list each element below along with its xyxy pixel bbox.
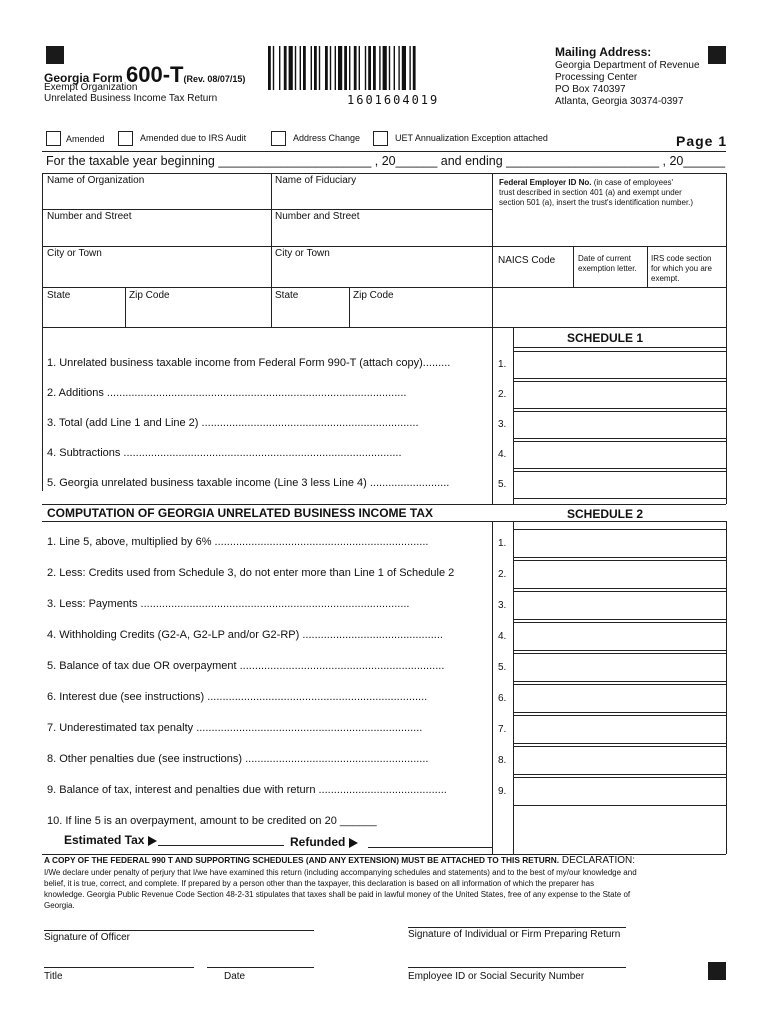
line-number: 3. [498, 419, 507, 430]
fein-note-1: (in case of employees' [593, 178, 674, 187]
city-label-fiduciary: City or Town [275, 248, 330, 259]
mailing-line: PO Box 740397 [555, 84, 626, 95]
line-number: 4. [498, 630, 507, 642]
barcode-bar [273, 46, 274, 90]
state-label-org: State [47, 290, 71, 301]
estimated-tax-label [64, 834, 157, 846]
uet-exception-checkbox[interactable] [373, 131, 388, 146]
state-label-fiduciary: State [275, 290, 299, 301]
barcode-bar [379, 46, 380, 90]
page-number: Page 1 [676, 133, 728, 149]
barcode-bar [325, 46, 328, 90]
irs-code-label-1: IRS code section [651, 254, 712, 263]
amount-field[interactable] [513, 684, 727, 713]
fiduciary-label: Name of Fiduciary [275, 175, 357, 186]
irs-code-label-2: for which you are [651, 264, 712, 273]
barcode-bar [365, 46, 366, 90]
irs-code-label-3: exempt. [651, 274, 680, 283]
barcode-bar [289, 46, 293, 90]
line-number: 2. [498, 389, 507, 400]
amount-field[interactable] [513, 591, 727, 620]
barcode-bar [279, 46, 280, 90]
barcode-bar [319, 46, 320, 90]
schedule-line-text: 7. Underestimated tax penalty .......................................................................... [47, 721, 423, 734]
mailing-line: Georgia Department of Revenue [555, 60, 700, 71]
declaration-bold: A COPY OF THE FEDERAL 990 T AND SUPPORTING SCHEDULES (AND ANY EXTENSION) MUST BE ATTACHED TO THIS RETURN. [44, 855, 560, 865]
amount-field[interactable] [513, 560, 727, 589]
title-label: Title [44, 971, 63, 982]
fein-label [499, 179, 673, 187]
form-subtitle-1: Exempt Organization [44, 82, 138, 93]
barcode-bar [338, 46, 342, 90]
schedule-line-text: 6. Interest due (see instructions) ........................................................................ [47, 690, 428, 703]
barcode-bar [409, 46, 410, 90]
schedule-line-text: 1. Unrelated business taxable income from Federal Form 990-T (attach copy)......... [47, 357, 451, 369]
amount-field[interactable] [513, 529, 727, 558]
preparer-signature-label: Signature of Individual or Firm Preparing Return [408, 929, 621, 940]
arrow-right-icon [148, 836, 157, 846]
schedule-line-text: 2. Additions .................................................................................................. [47, 387, 407, 399]
barcode-number: 1601604019 [347, 93, 440, 107]
amount-field[interactable] [513, 381, 727, 409]
line-number: 1. [498, 359, 507, 370]
schedule-line-text: 3. Total (add Line 1 and Line 2) ....................................................................... [47, 417, 419, 429]
schedule-line-text: 1. Line 5, above, multiplied by 6% ...................................................................... [47, 535, 429, 548]
zip-label-fiduciary: Zip Code [353, 290, 394, 301]
amended-label: Amended [66, 134, 105, 144]
arrow-right-icon [349, 838, 358, 848]
schedule-line-text: 8. Other penalties due (see instructions) ............................................................ [47, 752, 429, 765]
schedule-line-text: 9. Balance of tax, interest and penalties due with return .......................................... [47, 783, 447, 796]
registration-mark-bottom-right [708, 962, 726, 980]
zip-label-org: Zip Code [129, 290, 170, 301]
barcode-bar [359, 46, 360, 90]
barcode-bar [398, 46, 399, 90]
barcode-bar [330, 46, 331, 90]
mailing-line: Processing Center [555, 72, 638, 83]
estimated-tax-text: Estimated Tax [64, 833, 145, 847]
preparer-signature-line[interactable] [408, 927, 626, 928]
line-10-credit-text[interactable]: 10. If line 5 is an overpayment, amount to be credited on 20 ______ [47, 815, 377, 827]
barcode-bar [373, 46, 376, 90]
amount-field[interactable] [513, 622, 727, 651]
barcode-bar [413, 46, 416, 90]
title-line[interactable] [44, 967, 194, 968]
amount-field[interactable] [513, 411, 727, 439]
registration-mark-top-right [708, 46, 726, 64]
mailing-address-title: Mailing Address: [555, 45, 652, 59]
barcode-bar [314, 46, 317, 90]
line-number: 5. [498, 661, 507, 673]
address-change-label: Address Change [293, 133, 361, 143]
barcode-bar [300, 46, 301, 90]
amended-checkbox[interactable] [46, 131, 61, 146]
barcode-bar [284, 46, 287, 90]
line-number: 1. [498, 537, 507, 549]
schedule-line-text: 4. Withholding Credits (G2-A, G2-LP and/or G2-RP) .............................................. [47, 628, 443, 641]
mailing-line: Atlanta, Georgia 30374-0397 [555, 96, 684, 107]
city-label-org: City or Town [47, 248, 102, 259]
barcode [268, 46, 440, 90]
line-number: 7. [498, 723, 507, 735]
uet-exception-label: UET Annualization Exception attached [395, 133, 548, 143]
amount-field[interactable] [513, 653, 727, 682]
line-number: 5. [498, 479, 507, 490]
barcode-bar [295, 46, 296, 90]
schedule-line-text: 2. Less: Credits used from Schedule 3, do not enter more than Line 1 of Schedule 2 [47, 566, 455, 579]
form-prefix: Georgia Form [44, 71, 127, 85]
declaration-line: Georgia. [44, 901, 75, 910]
line-number: 8. [498, 754, 507, 766]
refunded-label [290, 836, 358, 848]
declaration-line: knowledge. Georgia Public Revenue Code Section 48-2-31 stipulates that taxes shall be paid in lawful money of the United States, free of any expense to the State of [44, 890, 631, 899]
date-line[interactable] [207, 967, 314, 968]
form-number: 600-T [126, 62, 184, 87]
exemption-letter-label-2: exemption letter. [578, 264, 637, 273]
barcode-bar [389, 46, 390, 90]
schedule-2-heading: COMPUTATION OF GEORGIA UNRELATED BUSINESS INCOME TAX [47, 506, 434, 520]
barcode-bar [394, 46, 395, 90]
line-number: 3. [498, 599, 507, 611]
amended-irs-audit-label: Amended due to IRS Audit [140, 133, 247, 143]
refunded-text: Refunded [290, 835, 346, 849]
registration-mark-top-left [46, 46, 64, 64]
barcode-bar [402, 46, 406, 90]
amount-field[interactable] [513, 777, 727, 806]
date-label: Date [224, 971, 246, 982]
street-label-fiduciary: Number and Street [275, 211, 360, 222]
fein-note-2: trust described in section 401 (a) and exempt under [499, 188, 682, 197]
amount-field[interactable] [513, 746, 727, 775]
line-number: 6. [498, 692, 507, 704]
declaration-heading [44, 856, 635, 866]
declaration-line: I/We declare under penalty of perjury that I/we have examined this return (including accompanying schedules and statements) and to the best of my/our knowledge and [44, 868, 637, 877]
officer-signature-line[interactable] [44, 930, 314, 931]
barcode-bar [368, 46, 371, 90]
barcode-bar [383, 46, 387, 90]
line-number: 4. [498, 449, 507, 460]
barcode-bar [354, 46, 357, 90]
schedule-line-text: 5. Balance of tax due OR overpayment ................................................................... [47, 659, 445, 672]
address-change-checkbox[interactable] [271, 131, 286, 146]
amended-irs-audit-checkbox[interactable] [118, 131, 133, 146]
officer-signature-label: Signature of Officer [44, 932, 130, 943]
schedule-2-title: SCHEDULE 2 [567, 507, 644, 521]
barcode-bar [303, 46, 306, 90]
barcode-bar [311, 46, 312, 90]
line-number: 9. [498, 785, 507, 797]
form-subtitle-2: Unrelated Business Income Tax Return [44, 93, 218, 104]
schedule-line-text: 3. Less: Payments ........................................................................................ [47, 597, 410, 610]
declaration-label: DECLARATION: [559, 855, 635, 866]
naics-label: NAICS Code [498, 255, 556, 266]
fein-bold: Federal Employer ID No. [499, 178, 592, 187]
amount-field[interactable] [513, 715, 727, 744]
employee-id-label: Employee ID or Social Security Number [408, 971, 585, 982]
fein-note-3: section 501 (a), insert the trust's identification number.) [499, 198, 694, 207]
barcode-bar [349, 46, 350, 90]
declaration-line: belief, it is true, correct, and complete. If prepared by a person other than the taxpayer, this declaration is based on all information of which the preparer has [44, 879, 595, 888]
amount-field[interactable] [513, 441, 727, 469]
schedule-line-text: 4. Subtractions ........................................................................................... [47, 447, 402, 459]
amount-field[interactable] [513, 351, 727, 379]
line-number: 2. [498, 568, 507, 580]
barcode-bar [268, 46, 271, 90]
barcode-bar [335, 46, 336, 90]
form-revision: (Rev. 08/07/15) [183, 74, 246, 84]
barcode-bar [344, 46, 347, 90]
exemption-letter-label-1: Date of current [578, 254, 631, 263]
taxable-year-line[interactable]: For the taxable year beginning ______________________ , 20______ and ending ______________________ , 20______ [46, 154, 726, 168]
schedule-line-text: 5. Georgia unrelated business taxable income (Line 3 less Line 4) .......................... [47, 477, 450, 489]
org-name-label: Name of Organization [47, 175, 145, 186]
amount-field[interactable] [513, 471, 727, 499]
schedule-1-title: SCHEDULE 1 [567, 331, 644, 345]
street-label-org: Number and Street [47, 211, 132, 222]
employee-id-line[interactable] [408, 967, 626, 968]
